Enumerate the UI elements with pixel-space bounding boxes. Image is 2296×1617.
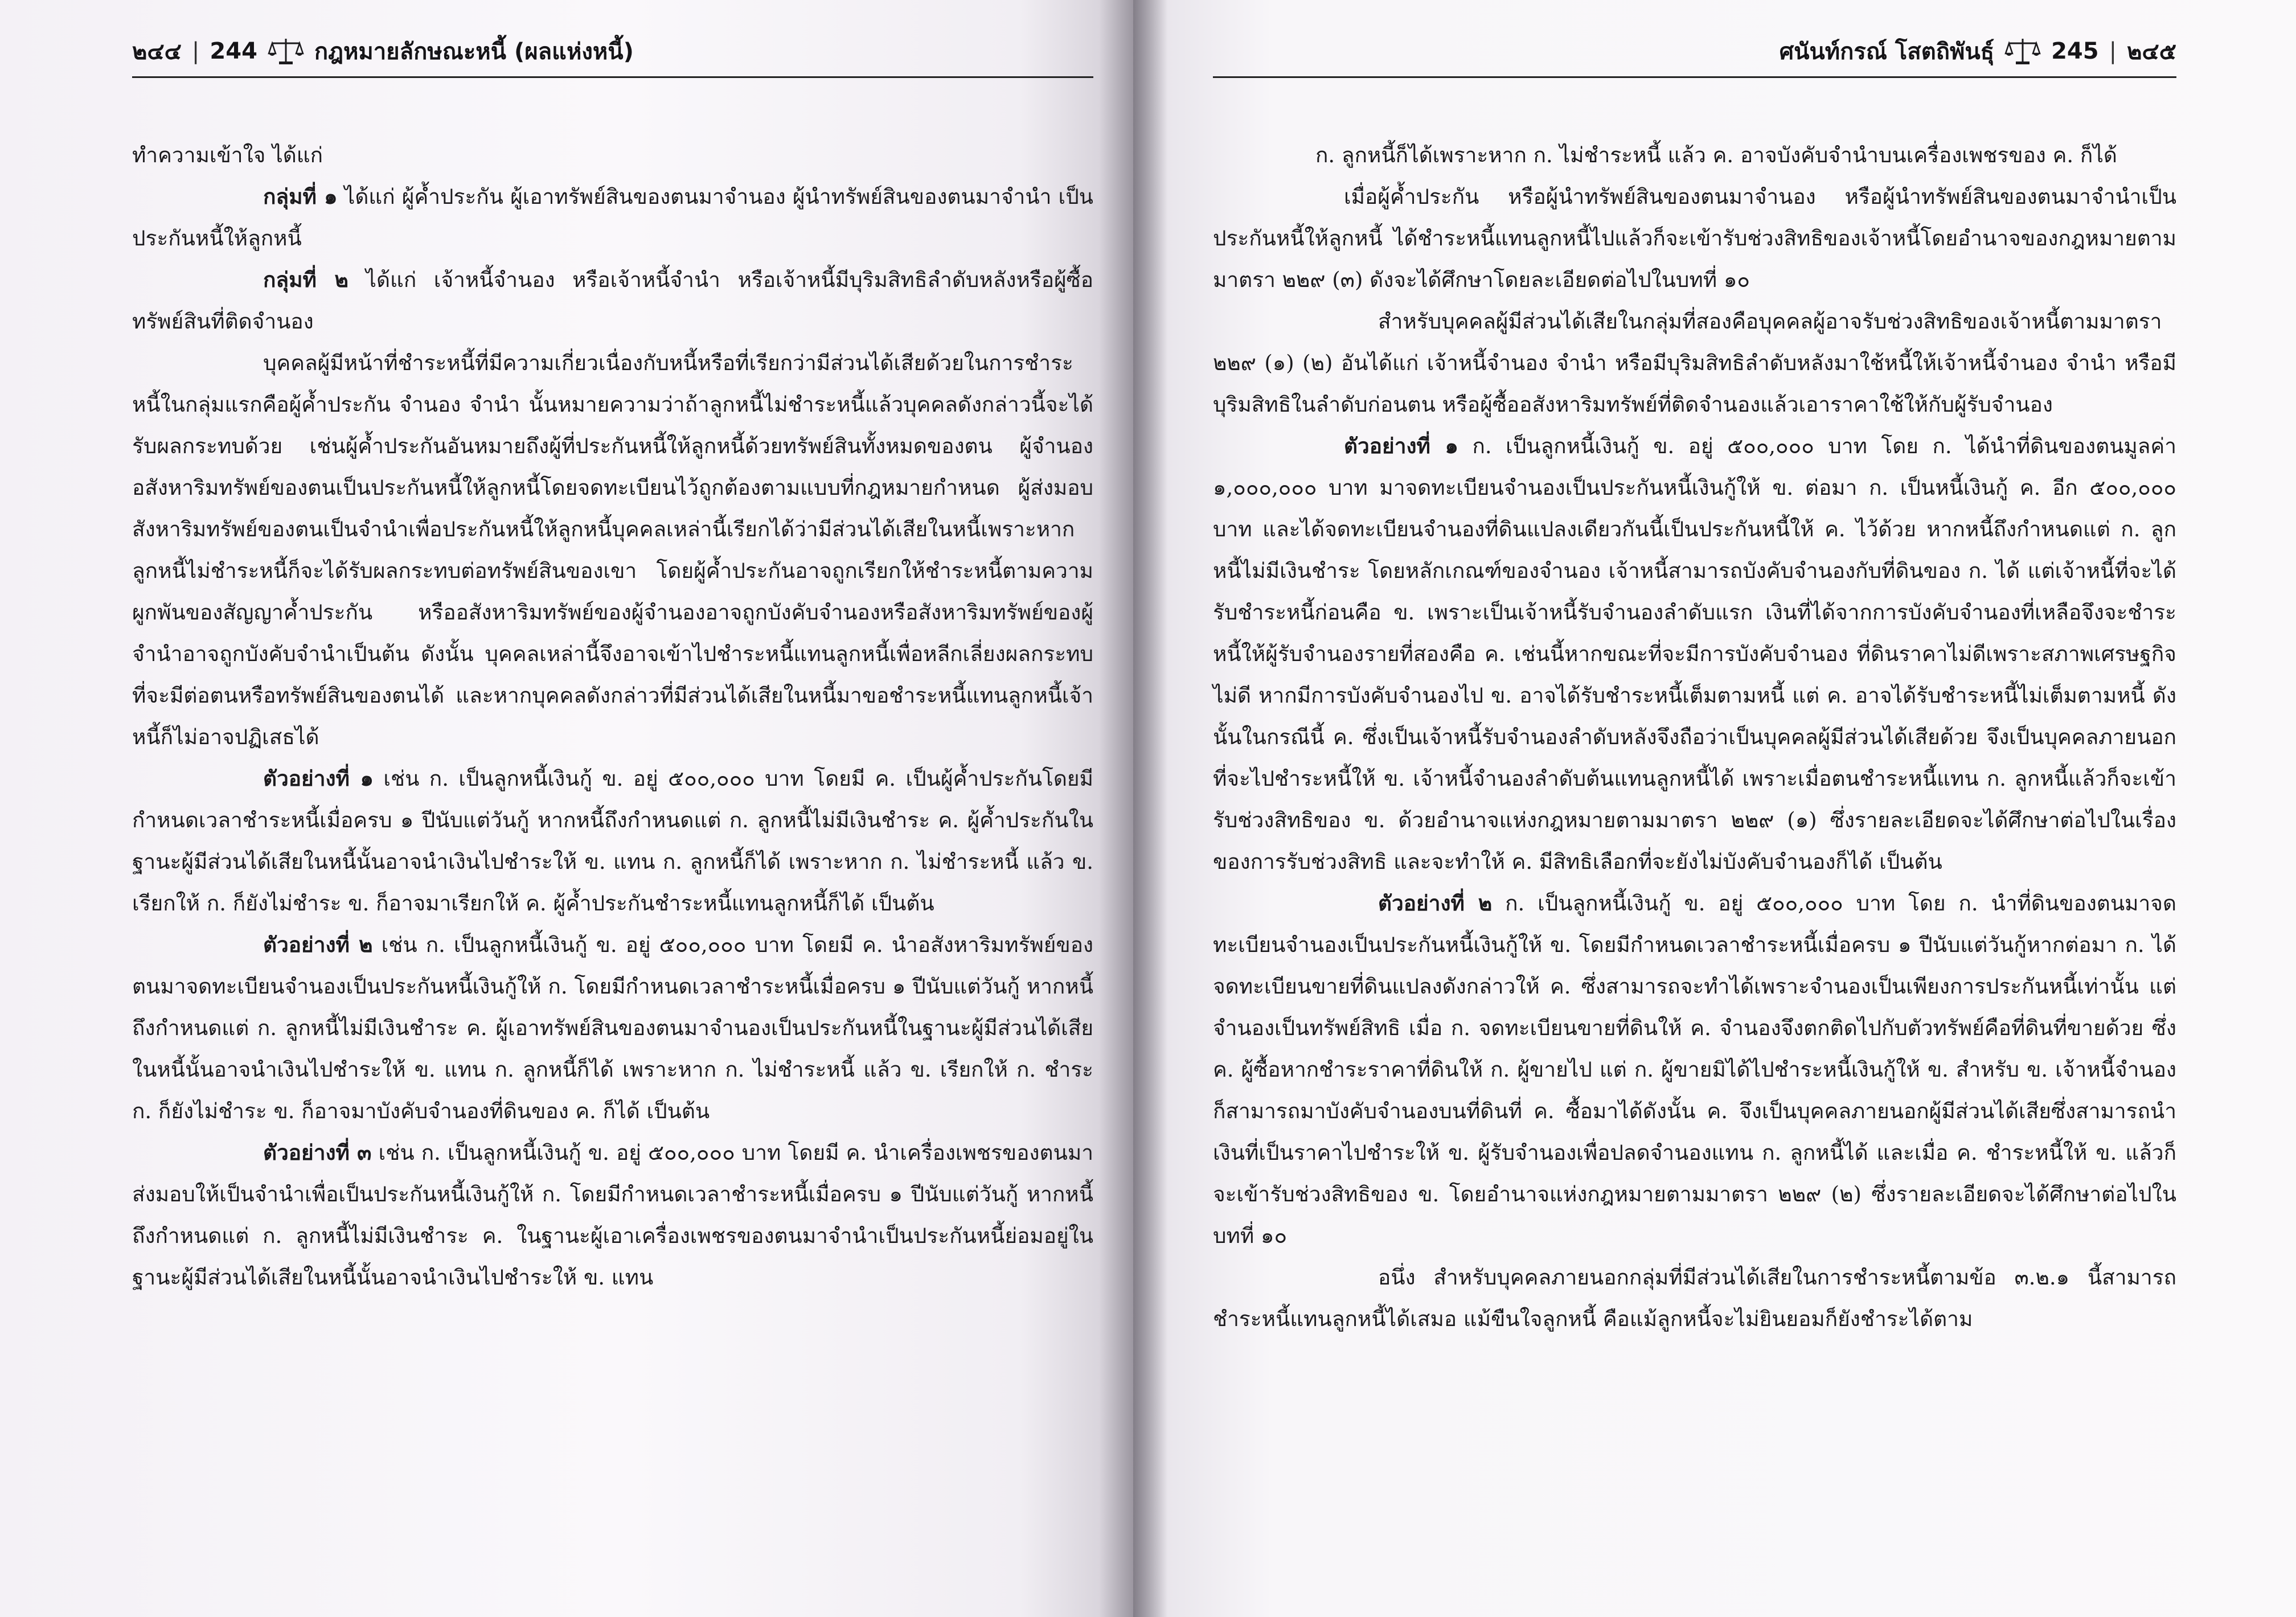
- example-lead: ตัวอย่างที่ ๒: [1378, 890, 1493, 916]
- scales-of-justice-icon: [2004, 36, 2041, 66]
- paragraph-text: ทำความเข้าใจ ได้แก่: [132, 143, 323, 167]
- header-rule: [1213, 76, 2176, 78]
- paragraph-text: ได้แก่ เจ้าหนี้จำนอง หรือเจ้าหนี้จำนำ หรือเจ้าหนี้มีบุริมสิทธิลำดับหลังหรือผู้ซื้อทรัพย์สินที่ติดจำนอง: [132, 268, 1093, 334]
- paragraph-text: ก. ลูกหนี้ก็ได้เพราะหาก ก. ไม่ชำระหนี้ แล้ว ค. อาจบังคับจำนำบนเครื่องเพชรของ ค. ก็ได้: [1315, 143, 2117, 167]
- paragraph: [1213, 301, 2176, 425]
- example-text: ก. เป็นลูกหนี้เงินกู้ ข. อยู่ ๕๐๐,๐๐๐ บาท โดย ก. นำที่ดินของตนมาจดทะเบียนจำนองเป็นประกันหนี้เงินกู้ให้ ข. โดยมีกำหนดเวลาชำระหนี้เมื่อครบ ๑ ปีนับแต่วันกู้หากต่อมา ก. ได้จดทะเบียนขายที่ดินแปลงดังกล่าวให้ ค. ซึ่งสามารถจะทำได้เพราะจำนองเป็นเพียงการประกันหนี้เท่านั้น แต่จำนองเป็นทรัพย์สิทธิ เมื่อ ก. จดทะเบียนขายที่ดินให้ ค. จำนองจึงตกติดไปกับตัวทรัพย์คือที่ดินที่ขายด้วย ซึ่ง ค. ผู้ซื้อหากชำระราคาที่ดินให้ ก. ผู้ขายไป แต่ ก. ผู้ขายมิได้ไปชำระหนี้เงินกู้ให้ ข. สำหรับ ข. เจ้าหนี้จำนองก็สามารถมาบังคับจำนองบนที่ดินที่ ค. ซื้อมาได้ดังนั้น ค. จึงเป็นบุคคลภายนอกผู้มีส่วนได้เสียซึ่งสามารถนำเงินที่เป็นราคาไปชำระให้ ข. ผู้รับจำนองเพื่อปลดจำนองแทน ก. ลูกหนี้ได้ และเมื่อ ค. ชำระหนี้ให้ ข. แล้วก็จะเข้ารับช่วงสิทธิของ ข. โดยอำนาจแห่งกฎหมายตามมาตรา ๒๒๙ (๒) ซึ่งรายละเอียดจะได้ศึกษาต่อไปในบทที่ ๑๐: [1213, 891, 2176, 1248]
- paragraph: [1213, 134, 2176, 176]
- example-lead: ตัวอย่างที่ ๒: [263, 932, 373, 957]
- paragraph-text: เมื่อผู้ค้ำประกัน หรือผู้นำทรัพย์สินของตนมาจำนอง หรือผู้นำทรัพย์สินของตนมาจำนำเป็นประกันหนี้ให้ลูกหนี้ ได้ชำระหนี้แทนลูกหนี้ไปแล้วก็จะเข้ารับช่วงสิทธิของเจ้าหนี้โดยอำนาจของกฎหมายตามมาตรา ๒๒๙ (๓) ดังจะได้ศึกษาโดยละเอียดต่อไปในบทที่ ๑๐: [1213, 184, 2176, 292]
- gutter-shadow: [1133, 0, 1167, 1617]
- paragraph: [1213, 1257, 2176, 1340]
- example-1: [132, 758, 1093, 924]
- example-text: เช่น ก. เป็นลูกหนี้เงินกู้ ข. อยู่ ๕๐๐,๐๐๐ บาท โดยมี ค. นำอสังหาริมทรัพย์ของตนมาจดทะเบียนจำนองเป็นประกันหนี้เงินกู้ให้ ก. โดยมีกำหนดเวลาชำระหนี้เมื่อครบ ๑ ปีนับแต่วันกู้ หากหนี้ถึงกำหนดแต่ ก. ลูกหนี้ไม่มีเงินชำระ ค. ผู้เอาทรัพย์สินของตนมาจำนองเป็นประกันหนี้ในฐานะผู้มีส่วนได้เสียในหนี้นั้นอาจนำเงินไปชำระให้ ข. แทน ก. ลูกหนี้ก็ได้ เพราะหาก ก. ไม่ชำระหนี้ แล้ว ข. เรียกให้ ก. ชำระ ก. ก็ยังไม่ชำระ ข. ก็อาจมาบังคับจำนองที่ดินของ ค. ก็ได้ เป็นต้น: [132, 933, 1093, 1123]
- example-2: [1213, 883, 2176, 1257]
- example-lead: ตัวอย่างที่ ๓: [263, 1140, 372, 1165]
- left-page-body: [132, 134, 1093, 1298]
- paragraph: [1213, 176, 2176, 301]
- example-text: เช่น ก. เป็นลูกหนี้เงินกู้ ข. อยู่ ๕๐๐,๐๐๐ บาท โดยมี ค. นำเครื่องเพชรของตนมาส่งมอบให้เป็นจำนำเพื่อเป็นประกันหนี้เงินกู้ให้ ก. โดยมีกำหนดเวลาชำระหนี้เมื่อครบ ๑ ปีนับแต่วันกู้ หากหนี้ถึงกำหนดแต่ ก. ลูกหนี้ไม่มีเงินชำระ ค. ในฐานะผู้เอาเครื่องเพชรของตนมาจำนำเป็นประกันหนี้ย่อมอยู่ในฐานะผู้มีส่วนได้เสียในหนี้นั้นอาจนำเงินไปชำระให้ ข. แทน: [132, 1140, 1093, 1290]
- example-text: เช่น ก. เป็นลูกหนี้เงินกู้ ข. อยู่ ๕๐๐,๐๐๐ บาท โดยมี ค. เป็นผู้ค้ำประกันโดยมีกำหนดเวลาชำระหนี้เมื่อครบ ๑ ปีนับแต่วันกู้ หากหนี้ถึงกำหนดแต่ ก. ลูกหนี้ไม่มีเงินชำระ ค. ผู้ค้ำประกันในฐานะผู้มีส่วนได้เสียในหนี้นั้นอาจนำเงินไปชำระให้ ข. แทน ก. ลูกหนี้ก็ได้ เพราะหาก ก. ไม่ชำระหนี้ แล้ว ข. เรียกให้ ก. ก็ยังไม่ชำระ ข. ก็อาจมาเรียกให้ ค. ผู้ค้ำประกันชำระหนี้แทนลูกหนี้ก็ได้ เป็นต้น: [132, 766, 1093, 916]
- example-3: [132, 1132, 1093, 1298]
- scales-of-justice-icon: [268, 36, 304, 66]
- paragraph-group-1: [132, 176, 1093, 259]
- left-page-header: [132, 28, 1093, 74]
- page-number: 244: [210, 38, 257, 64]
- paragraph-text: สำหรับบุคคลผู้มีส่วนได้เสียในกลุ่มที่สองคือบุคคลผู้อาจรับช่วงสิทธิของเจ้าหนี้ตามมาตรา ๒๒๙ (๑) (๒) อันได้แก่ เจ้าหนี้จำนอง จำนำ หรือมีบุริมสิทธิลำดับหลังมาใช้หนี้ให้เจ้าหนี้จำนอง จำนำ หรือมีบุริมสิทธิในลำดับก่อนตน หรือผู้ซื้ออสังหาริมทรัพย์ที่ติดจำนองแล้วเอาราคาใช้ให้กับผู้รับจำนอง: [1213, 309, 2176, 417]
- right-page-body: [1213, 134, 2176, 1340]
- header-rule: [132, 76, 1093, 78]
- paragraph: [132, 342, 1093, 758]
- page-number: 245: [2051, 38, 2099, 64]
- example-lead: ตัวอย่างที่ ๑: [1344, 433, 1459, 458]
- paragraph-text: ได้แก่ ผู้ค้ำประกัน ผู้เอาทรัพย์สินของตนมาจำนอง ผู้นำทรัพย์สินของตนมาจำนำ เป็นประกันหนี้ให้ลูกหนี้: [132, 184, 1093, 251]
- paragraph-text: บุคคลผู้มีหน้าที่ชำระหนี้ที่มีความเกี่ยวเนื่องกับหนี้หรือที่เรียกว่ามีส่วนได้เสียด้วยในการชำระหนี้ในกลุ่มแรกคือผู้ค้ำประกัน จำนอง จำนำ นั้นหมายความว่าถ้าลูกหนี้ไม่ชำระหนี้แล้วบุคคลดังกล่าวนี้จะได้รับผลกระทบด้วย เช่นผู้ค้ำประกันอันหมายถึงผู้ที่ประกันหนี้ให้ลูกหนี้ด้วยทรัพย์สินทั้งหมดของตน ผู้จำนองอสังหาริมทรัพย์ของตนเป็นประกันหนี้ให้ลูกหนี้โดยจดทะเบียนไว้ถูกต้องตามแบบที่กฎหมายกำหนด ผู้ส่งมอบสังหาริมทรัพย์ของตนเป็นจำนำเพื่อประกันหนี้ให้ลูกหนี้บุคคลเหล่านี้เรียกได้ว่ามีส่วนได้เสียในหนี้เพราะหากลูกหนี้ไม่ชำระหนี้ก็จะได้รับผลกระทบต่อทรัพย์สินของเขา โดยผู้ค้ำประกันอาจถูกเรียกให้ชำระหนี้ตามความผูกพันของสัญญาค้ำประกัน หรืออสังหาริมทรัพย์ของผู้จำนองอาจถูกบังคับจำนองหรือสังหาริมทรัพย์ของผู้จำนำอาจถูกบังคับจำนำเป็นต้น ดังนั้น บุคคลเหล่านี้จึงอาจเข้าไปชำระหนี้แทนลูกหนี้เพื่อหลีกเลี่ยงผลกระทบที่จะมีต่อตนหรือทรัพย์สินของตนได้ และหากบุคคลดังกล่าวที่มีส่วนได้เสียในหนี้มาขอชำระหนี้แทนลูกหนี้เจ้าหนี้ก็ไม่อาจปฏิเสธได้: [132, 351, 1093, 749]
- page-number-thai: ๒๔๕: [2127, 39, 2176, 65]
- header-separator: |: [2109, 38, 2117, 64]
- paragraph: [132, 134, 1093, 176]
- paragraph-group-2: [132, 259, 1093, 342]
- author-name: ศนันท์กรณ์ โสตถิพันธุ์: [1779, 39, 1995, 65]
- paragraph-text: อนึ่ง สำหรับบุคคลภายนอกกลุ่มที่มีส่วนได้เสียในการชำระหนี้ตามข้อ ๓.๒.๑ นี้สามารถชำระหนี้แทนลูกหนี้ได้เสมอ แม้ขืนใจลูกหนี้ คือแม้ลูกหนี้จะไม่ยินยอมก็ยังชำระได้ตาม: [1213, 1265, 2176, 1331]
- left-page: [0, 0, 1133, 1617]
- paragraph-lead: กลุ่มที่ ๒: [263, 267, 348, 292]
- paragraph-lead: กลุ่มที่ ๑: [263, 184, 338, 209]
- header-separator: |: [191, 38, 200, 64]
- gutter-shadow: [1099, 0, 1133, 1617]
- example-text: ก. เป็นลูกหนี้เงินกู้ ข. อยู่ ๕๐๐,๐๐๐ บาท โดย ก. ได้นำที่ดินของตนมูลค่า ๑,๐๐๐,๐๐๐ บาท มาจดทะเบียนจำนองเป็นประกันหนี้เงินกู้ให้ ข. ต่อมา ก. เป็นหนี้เงินกู้ ค. อีก ๕๐๐,๐๐๐ บาท และได้จดทะเบียนจำนองที่ดินแปลงเดียวกันนี้เป็นประกันหนี้ให้ ค. ไว้ด้วย หากหนี้ถึงกำหนดแต่ ก. ลูกหนี้ไม่มีเงินชำระ โดยหลักเกณฑ์ของจำนอง เจ้าหนี้สามารถบังคับจำนองกับที่ดินของ ก. ได้ แต่เจ้าหนี้ที่จะได้รับชำระหนี้ก่อนคือ ข. เพราะเป็นเจ้าหนี้รับจำนองลำดับแรก เงินที่ได้จากการบังคับจำนองที่เหลือจึงจะชำระหนี้ให้ผู้รับจำนองรายที่สองคือ ค. เช่นนี้หากขณะที่จะมีการบังคับจำนอง ที่ดินราคาไม่ดีเพราะสภาพเศรษฐกิจไม่ดี หากมีการบังคับจำนองไป ข. อาจได้รับชำระหนี้เต็มตามหนี้ แต่ ค. อาจได้รับชำระหนี้ไม่เต็มตามหนี้ ดังนั้นในกรณีนี้ ค. ซึ่งเป็นเจ้าหนี้รับจำนองลำดับหลังจึงถือว่าเป็นบุคคลผู้มีส่วนได้เสียด้วย จึงเป็นบุคคลภายนอกที่จะไปชำระหนี้ให้ ข. เจ้าหนี้จำนองลำดับต้นแทนลูกหนี้ได้ เพราะเมื่อตนชำระหนี้แทน ก. ลูกหนี้แล้วก็จะเข้ารับช่วงสิทธิของ ข. ด้วยอำนาจแห่งกฎหมายตามมาตรา ๒๒๙ (๑) ซึ่งรายละเอียดจะได้ศึกษาต่อไปในเรื่องของการรับช่วงสิทธิ และจะทำให้ ค. มีสิทธิเลือกที่จะยังไม่บังคับจำนองก็ได้ เป็นต้น: [1213, 434, 2176, 874]
- page-number-thai: ๒๔๔: [132, 39, 182, 65]
- book-title: กฎหมายลักษณะหนี้ (ผลแห่งหนี้): [314, 39, 634, 65]
- example-1: [1213, 425, 2176, 883]
- right-page-header: [1213, 28, 2176, 74]
- right-page: [1133, 0, 2296, 1617]
- example-2: [132, 924, 1093, 1132]
- example-lead: ตัวอย่างที่ ๑: [263, 766, 374, 791]
